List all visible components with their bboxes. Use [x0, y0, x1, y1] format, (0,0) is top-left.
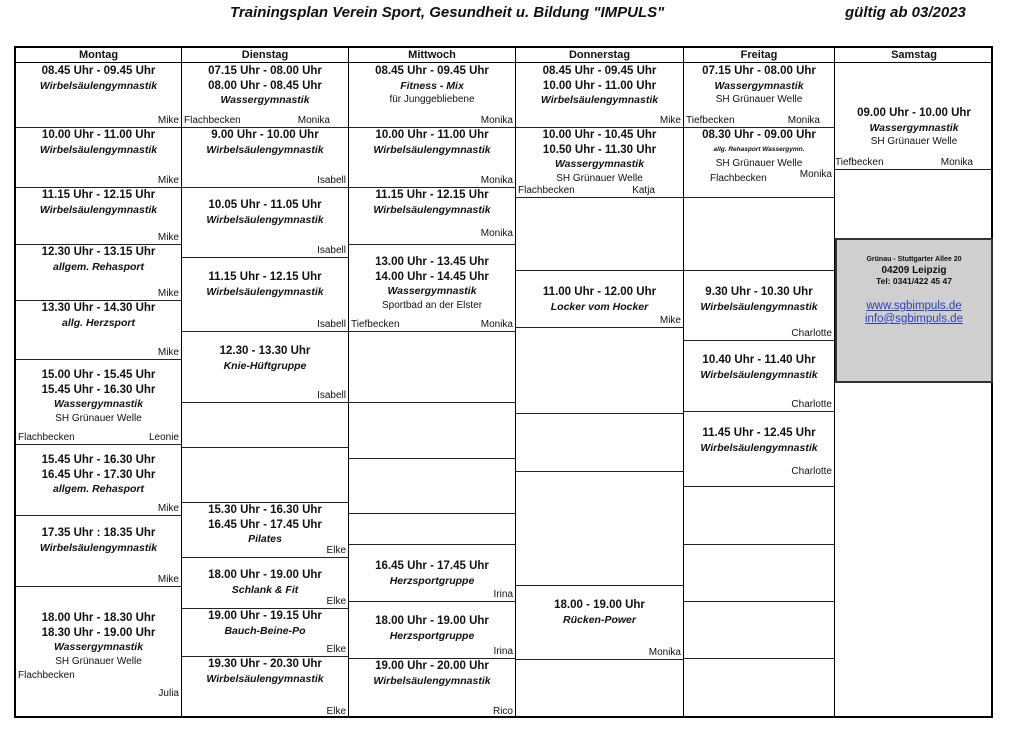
course-slot [516, 128, 683, 198]
course-slot-empty [182, 448, 348, 503]
slot-time: 08.45 Uhr - 09.45 Uhr [542, 65, 657, 77]
slot-course: Herzsportgruppe [389, 629, 475, 642]
slot-course: Wirbelsäulengymnastik [373, 674, 491, 687]
slot-time: 15.00 Uhr - 15.45 Uhr [41, 369, 156, 381]
slot-trainer: Isabell [317, 175, 346, 186]
slot-trainer: Monika [480, 319, 513, 330]
slot-time: 15.45 Uhr - 16.30 Uhr [41, 383, 156, 396]
day-header-dienstag: Dienstag [241, 49, 289, 61]
slot-trainer: Monika [787, 115, 820, 126]
day-header-donnerstag: Donnerstag [568, 49, 631, 61]
slot-course: allgem. Rehasport [52, 483, 145, 495]
slot-time: 19.30 Uhr - 20.30 Uhr [208, 658, 322, 670]
slot-course: Wirbelsäulengymnastik [39, 203, 158, 216]
slot-course: Fitness - Mix [400, 79, 464, 92]
slot-time: 11.00 Uhr - 12.00 Uhr [542, 286, 657, 298]
slot-time: 9.00 Uhr - 10.00 Uhr [211, 129, 319, 141]
slot-course: Pilates [248, 533, 282, 545]
slot-course: Wirbelsäulengymnastik [373, 203, 491, 216]
slot-trainer: Mike [659, 115, 681, 126]
slot-course: allg. Rehasport Wassergymn. [713, 145, 805, 153]
course-slot [516, 586, 683, 660]
slot-pool: Tiefbecken [835, 157, 884, 168]
course-slot [349, 64, 515, 128]
slot-course: Rücken-Power [563, 613, 636, 626]
slot-time: 09.00 Uhr - 10.00 Uhr [857, 107, 971, 119]
slot-course: Wassergymnastik [554, 158, 645, 170]
slot-pool: Flachbecken [710, 172, 767, 184]
slot-trainer: Monika [480, 115, 513, 126]
slot-course: Wassergymnastik [53, 398, 144, 410]
slot-course: Wirbelsäulengymnastik [206, 213, 324, 226]
course-slot [182, 503, 348, 558]
slot-time: 10.00 Uhr - 10.45 Uhr [542, 129, 657, 141]
course-slot [684, 128, 834, 198]
slot-time: 11.45 Uhr - 12.45 Uhr [702, 427, 816, 439]
course-slot [16, 516, 181, 587]
slot-time: 08.45 Uhr - 09.45 Uhr [41, 65, 156, 77]
slot-course: Wassergymnastik [53, 641, 144, 653]
course-slot [16, 587, 181, 718]
course-slot [182, 64, 348, 128]
slot-trainer: Monika [480, 228, 513, 239]
course-slot [182, 558, 348, 609]
slot-course: Wirbelsäulengymnastik [373, 143, 491, 156]
slot-course: Knie-Hüftgruppe [223, 359, 307, 372]
slot-course: Wirbelsäulengymnastik [700, 368, 818, 381]
slot-trainer: Julia [158, 688, 179, 699]
course-slot-empty [684, 659, 834, 718]
slot-time: 18.00 Uhr - 19.00 Uhr [375, 615, 489, 627]
course-slot [349, 188, 515, 245]
column-donnerstag [516, 64, 683, 716]
course-slot [684, 64, 834, 128]
slot-course: Wirbelsäulengymnastik [206, 672, 324, 685]
course-slot-empty [684, 487, 834, 545]
slot-venue: SH Grünauer Welle [55, 655, 142, 667]
course-slot-empty [516, 198, 683, 271]
course-slot-empty [516, 660, 683, 718]
column-dienstag [182, 64, 348, 716]
slot-trainer: Elke [326, 596, 346, 607]
slot-pool: Tiefbecken [686, 115, 735, 126]
slot-time: 19.00 Uhr - 19.15 Uhr [208, 610, 322, 622]
slot-time: 07.15 Uhr - 08.00 Uhr [208, 65, 322, 77]
slot-note: für Junggebliebene [389, 94, 475, 105]
slot-course: Schlank & Fit [231, 583, 299, 596]
course-slot [684, 271, 834, 341]
website-link[interactable]: www.sgbimpuls.de [866, 300, 962, 312]
slot-time: 10.50 Uhr - 11.30 Uhr [542, 143, 657, 156]
slot-trainer: Irina [493, 589, 513, 600]
course-slot-empty [516, 328, 683, 414]
slot-trainer: Mike [659, 315, 681, 326]
slot-trainer: Charlotte [791, 466, 832, 477]
course-slot [182, 657, 348, 718]
slot-course: allg. Herzsport [62, 316, 135, 329]
slot-trainer: Elke [326, 545, 346, 556]
slot-time: 18.30 Uhr - 19.00 Uhr [41, 626, 156, 639]
slot-time: 16.45 Uhr - 17.30 Uhr [41, 468, 156, 481]
slot-venue: Sportbad an der Elster [381, 299, 483, 311]
slot-course: Wirbelsäulengymnastik [540, 94, 659, 106]
slot-time: 08.00 Uhr - 08.45 Uhr [208, 79, 322, 92]
slot-time: 12.30 - 13.30 Uhr [219, 345, 311, 357]
course-slot [16, 445, 181, 516]
slot-time: 10.00 Uhr - 11.00 Uhr [375, 129, 489, 141]
slot-time: 10.00 Uhr - 11.00 Uhr [41, 129, 156, 141]
slot-time: 17.35 Uhr : 18.35 Uhr [41, 527, 156, 539]
slot-time: 12.30 Uhr - 13.15 Uhr [41, 246, 156, 258]
slot-course: Locker vom Hocker [550, 300, 649, 313]
slot-trainer: Mike [157, 232, 179, 243]
slot-course: Wirbelsäulengymnastik [700, 300, 818, 313]
slot-pool: Flachbecken [18, 432, 75, 443]
course-slot-empty [516, 472, 683, 586]
course-slot [349, 545, 515, 602]
slot-time: 13.00 Uhr - 13.45 Uhr [375, 256, 489, 268]
slot-time: 07.15 Uhr - 08.00 Uhr [702, 65, 816, 77]
slot-time: 18.00 Uhr - 19.00 Uhr [208, 569, 322, 581]
course-slot [835, 64, 993, 170]
slot-course: Wassergymnastik [220, 94, 310, 106]
slot-trainer: Monika [940, 157, 973, 168]
slot-time: 15.45 Uhr - 16.30 Uhr [41, 454, 156, 466]
slot-trainer: Charlotte [791, 399, 832, 410]
contact-city: 04209 Leipzig [881, 265, 947, 276]
slot-trainer: Isabell [317, 245, 346, 256]
slot-trainer: Monika [648, 647, 681, 658]
slot-pool: Tiefbecken [351, 319, 400, 330]
course-slot [16, 64, 181, 128]
course-slot-empty [684, 602, 834, 659]
email-link[interactable]: info@sgbimpuls.de [865, 313, 963, 325]
slot-trainer: Mike [157, 503, 179, 514]
course-slot [182, 332, 348, 403]
course-slot [16, 360, 181, 445]
course-slot [182, 188, 348, 258]
slot-trainer: Monika [799, 169, 832, 180]
slot-trainer: Isabell [317, 390, 346, 401]
course-slot [16, 128, 181, 188]
course-slot [182, 128, 348, 188]
slot-trainer: Irina [493, 646, 513, 657]
course-slot-empty [349, 514, 515, 545]
slot-course: allgem. Rehasport [52, 260, 145, 273]
course-slot-empty [349, 403, 515, 459]
slot-venue: SH Grünauer Welle [715, 158, 803, 169]
day-header-freitag: Freitag [740, 49, 778, 61]
column-montag [16, 64, 181, 716]
course-slot [182, 609, 348, 657]
course-slot-empty [684, 545, 834, 602]
slot-course: Wirbelsäulengymnastik [700, 441, 818, 454]
slot-trainer: Monika [480, 175, 513, 186]
slot-trainer: Elke [326, 644, 346, 655]
slot-venue: SH Grünauer Welle [715, 94, 803, 105]
slot-trainer: Mike [157, 175, 179, 186]
course-slot [516, 271, 683, 328]
slot-trainer: Mike [157, 574, 179, 585]
slot-time: 11.15 Uhr - 12.15 Uhr [375, 189, 489, 201]
slot-trainer: Monika [297, 115, 330, 126]
course-slot-empty [349, 459, 515, 514]
slot-time: 15.30 Uhr - 16.30 Uhr [208, 504, 322, 516]
course-slot [516, 64, 683, 128]
day-header-mittwoch: Mittwoch [408, 49, 456, 61]
course-slot [349, 128, 515, 188]
course-slot-empty [516, 414, 683, 472]
slot-time: 08.30 Uhr - 09.00 Uhr [702, 129, 816, 141]
slot-trainer: Mike [157, 288, 179, 299]
slot-course: Herzsportgruppe [389, 574, 475, 587]
contact-box [835, 238, 993, 383]
slot-time: 14.00 Uhr - 14.45 Uhr [375, 270, 489, 283]
slot-time: 13.30 Uhr - 14.30 Uhr [41, 302, 156, 314]
slot-course: Wirbelsäulengymnastik [206, 143, 324, 156]
day-header-samstag: Samstag [891, 49, 937, 61]
course-slot [349, 245, 515, 332]
course-slot [16, 188, 181, 245]
slot-trainer: Charlotte [791, 328, 832, 339]
slot-course: Bauch-Beine-Po [224, 624, 306, 637]
slot-course: Wirbelsäulengymnastik [206, 285, 324, 298]
slot-time: 16.45 Uhr - 17.45 Uhr [375, 560, 489, 572]
course-slot [349, 602, 515, 659]
course-slot [16, 301, 181, 360]
slot-time: 10.00 Uhr - 11.00 Uhr [542, 79, 657, 92]
slot-venue: SH Grünauer Welle [55, 412, 142, 424]
contact-address: Grünau - Stuttgarter Allee 20 [866, 256, 962, 263]
slot-course: Wassergymnastik [387, 285, 477, 297]
course-slot-empty [182, 403, 348, 448]
slot-time: 18.00 - 19.00 Uhr [554, 599, 645, 611]
contact-phone: Tel: 0341/422 45 47 [876, 276, 952, 286]
day-header-montag: Montag [78, 49, 119, 61]
slot-trainer: Rico [492, 706, 513, 717]
slot-course: Wassergymnastik [714, 79, 804, 92]
slot-time: 10.40 Uhr - 11.40 Uhr [702, 354, 816, 366]
course-slot [349, 659, 515, 718]
slot-course: Wirbelsäulengymnastik [39, 79, 158, 92]
slot-trainer: Katja [632, 185, 655, 196]
slot-trainer: Elke [326, 706, 346, 717]
slot-time: 08.45 Uhr - 09.45 Uhr [375, 65, 489, 77]
column-samstag [835, 64, 993, 716]
slot-trainer: Leonie [148, 432, 179, 443]
slot-time: 10.05 Uhr - 11.05 Uhr [208, 199, 322, 211]
slot-time: 18.00 Uhr - 18.30 Uhr [41, 612, 156, 624]
slot-venue: SH Grünauer Welle [870, 136, 958, 147]
slot-trainer: Mike [157, 347, 179, 358]
page-title: Trainingsplan Verein Sport, Gesundheit u. Bildung "IMPULS" [230, 4, 665, 21]
slot-trainer: Isabell [317, 319, 346, 330]
slot-time: 11.15 Uhr - 12.15 Uhr [41, 189, 156, 201]
course-slot [684, 341, 834, 412]
slot-time: 16.45 Uhr - 17.45 Uhr [208, 518, 322, 531]
course-slot [684, 412, 834, 487]
valid-from: gültig ab 03/2023 [845, 4, 966, 21]
slot-venue: SH Grünauer Welle [556, 172, 643, 184]
course-slot [16, 245, 181, 301]
slot-course: Wassergymnastik [869, 121, 959, 134]
slot-course: Wirbelsäulengymnastik [39, 143, 158, 156]
course-slot-empty [349, 332, 515, 403]
slot-course: Wirbelsäulengymnastik [39, 541, 158, 554]
slot-time: 9.30 Uhr - 10.30 Uhr [705, 286, 813, 298]
slot-time: 11.15 Uhr - 12.15 Uhr [208, 271, 322, 283]
course-slot-empty [684, 198, 834, 271]
course-slot [182, 258, 348, 332]
slot-pool: Flachbecken [18, 670, 75, 681]
slot-pool: Flachbecken [184, 115, 241, 126]
slot-time: 19.00 Uhr - 20.00 Uhr [375, 660, 489, 672]
slot-pool: Flachbecken [518, 185, 575, 196]
column-freitag [684, 64, 834, 716]
slot-trainer: Mike [157, 115, 179, 126]
column-mittwoch [349, 64, 515, 716]
